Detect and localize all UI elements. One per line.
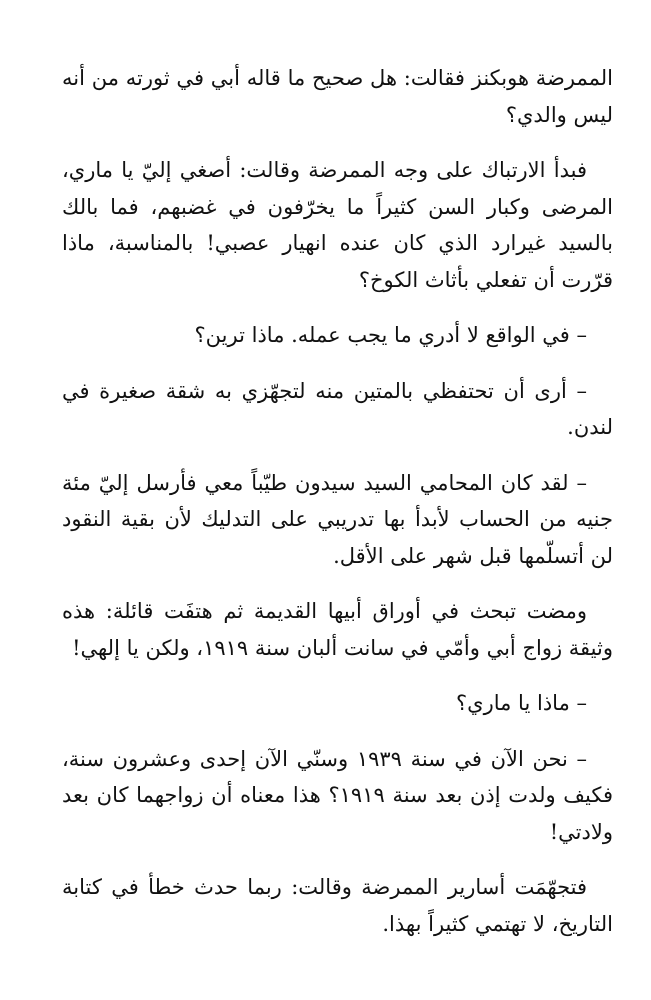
paragraph-5: – لقد كان المحامي السيد سيدون طيّباً معي فأرسل إليّ مئة جنيه من الحساب لأبدأ بها تدريبي على التدليك لأن بقية النقود لن أتسلّمها قبل شهر على الأقل. <box>62 470 613 568</box>
paragraph-4: – أرى أن تحتفظي بالمتين منه لتجهّزي به شقة صغيرة في لندن. <box>62 378 613 439</box>
document-page <box>62 60 613 970</box>
paragraph-9: فتجهّمَت أسارير الممرضة وقالت: ربما حدث خطأ في كتابة التاريخ، لا تهتمي كثيراً بهذا. <box>62 875 613 936</box>
paragraph-1: الممرضة هوبكنز فقالت: هل صحيح ما قاله أبي في ثورته من أنه ليس والدي؟ <box>62 66 613 127</box>
paragraph-2: فبدأ الارتباك على وجه الممرضة وقالت: أصغي إليّ يا ماري، المرضى وكبار السن كثيراً ما يخرّفون في غضبهم، فما بالك بالسيد غيرارد الذي كان عنده انهيار عصبي! بالمناسبة، ماذا قرّرت أن تفعلي بأثاث الكوخ؟ <box>62 158 613 292</box>
paragraph-6: ومضت تبحث في أوراق أبيها القديمة ثم هتفَت قائلة: هذه وثيقة زواج أبي وأمّي في سانت ألبان سنة ١٩١٩، ولكن يا إلهي! <box>62 599 613 660</box>
paragraph-3: – في الواقع لا أدري ما يجب عمله. ماذا ترين؟ <box>194 323 587 347</box>
paragraph-8: – نحن الآن في سنة ١٩٣٩ وسنّي الآن إحدى وعشرون سنة، فكيف ولدت إذن بعد سنة ١٩١٩؟ هذا معناه أن زواجهما كان بعد ولادتي! <box>62 746 614 844</box>
paragraph-7: – ماذا يا ماري؟ <box>456 691 587 715</box>
